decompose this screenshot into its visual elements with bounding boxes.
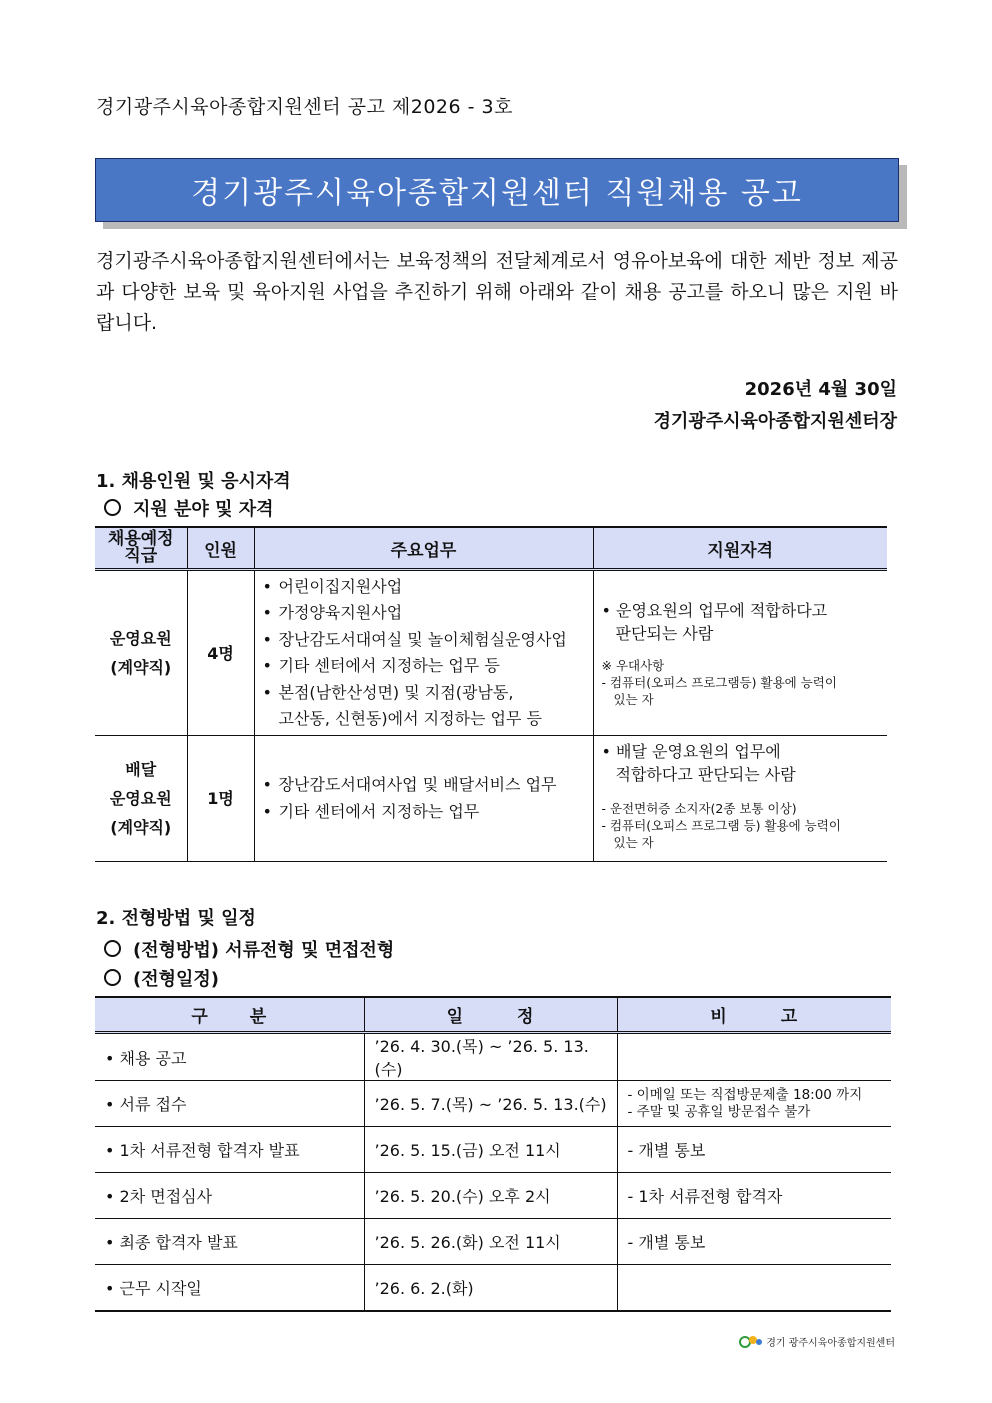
table-row xyxy=(95,1081,891,1127)
recruitment-table-header xyxy=(95,527,887,570)
table-row xyxy=(95,1219,891,1265)
section1-subheading-text: 지원 분야 및 자격 xyxy=(133,499,274,520)
circle-bullet-icon xyxy=(104,940,121,957)
position-cell xyxy=(95,736,187,862)
header-position-line1: 채용예정 xyxy=(107,529,174,549)
header-position-line2: 직급 xyxy=(124,546,158,566)
category-cell: • 2차 면접심사 xyxy=(95,1173,364,1219)
schedule-table xyxy=(95,996,891,1312)
header-duties: 주요업무 xyxy=(254,527,593,570)
header-category-text: 구 분 xyxy=(191,1007,268,1027)
duty-text: 고산동, 신현동)에서 지정하는 업무 등 xyxy=(278,709,543,728)
footer-logo-text: 경기 광주시육아종합지원센터 xyxy=(766,1337,895,1349)
date-cell: ’26. 5. 7.(목) ~ ’26. 5. 13.(수) xyxy=(364,1081,617,1127)
note-cell: - 개별 통보 xyxy=(617,1127,891,1173)
table-row xyxy=(95,1173,891,1219)
duties-cell xyxy=(254,570,593,736)
schedule-label xyxy=(104,965,219,991)
list-item: • 기타 센터에서 지정하는 업무 xyxy=(262,801,480,821)
list-item: • 가정양육지원사업 xyxy=(262,603,403,622)
list-item: • 어린이집지원사업 xyxy=(262,576,403,596)
note-cell xyxy=(617,1081,891,1127)
table-row xyxy=(95,1033,891,1081)
preference-title: ※ 우대사항 xyxy=(601,657,665,673)
duty-text: 가정양육지원사업 xyxy=(278,603,403,622)
preference-text: - 컴퓨터(오피스 프로그램 등) 활용에 능력이 xyxy=(601,818,841,833)
recruitment-table xyxy=(95,526,887,862)
selection-method-text: (전형방법) 서류전형 및 면접전형 xyxy=(133,940,395,961)
issuer-name: 경기광주시육아종합지원센터장 xyxy=(653,411,897,432)
note-cell xyxy=(617,1265,891,1312)
count-cell: 1명 xyxy=(187,736,254,862)
table-row xyxy=(95,570,887,736)
list-item: • 장난감도서대여실 및 놀이체험실운영사업 xyxy=(262,629,567,649)
header-note xyxy=(617,997,891,1033)
page-title-text: 경기광주시육아종합지원센터 직원채용 공고 xyxy=(191,176,803,211)
announcement-date: 2026년 4월 30일 xyxy=(744,379,897,400)
header-count: 인원 xyxy=(187,527,254,570)
position-cell xyxy=(95,570,187,736)
list-item: • 본점(남한산성면) 및 지점(광남동, xyxy=(262,682,514,702)
duty-text: 어린이집지원사업 xyxy=(278,576,403,596)
qualification-text: 적합하다고 판단되는 사람 xyxy=(615,765,796,784)
category-cell: • 최종 합격자 발표 xyxy=(95,1219,364,1265)
header-category xyxy=(95,997,364,1033)
section1-heading: 1. 채용인원 및 응시자격 xyxy=(96,471,291,492)
note-cell: - 1차 서류전형 합격자 xyxy=(617,1173,891,1219)
list-item: • 기타 센터에서 지정하는 업무 등 xyxy=(262,656,500,675)
section1-subheading xyxy=(104,495,274,521)
notice-number: 경기광주시육아종합지원센터 공고 제2026 - 3호 xyxy=(96,96,513,118)
footer-logo xyxy=(739,1333,895,1349)
qualification-text: • 배달 운영요원의 업무에 xyxy=(601,742,781,761)
position-line: 배달 xyxy=(125,760,157,779)
table-row xyxy=(95,1127,891,1173)
position-line: (계약직) xyxy=(110,658,172,677)
schedule-label-text: (전형일정) xyxy=(133,969,220,990)
preference-text: - 운전면허증 소지자(2종 보통 이상) xyxy=(601,801,797,816)
date-cell: ’26. 4. 30.(목) ~ ’26. 5. 13.(수) xyxy=(364,1033,617,1081)
intro-paragraph: 경기광주시육아종합지원센터에서는 보육정책의 전달체계로서 영유아보육에 대한 제반 정보 제공과 다양한 보육 및 육아지원 사업을 추진하기 위해 아래와 같이 채용 공고를 하오니 많은 지원 바랍니다. xyxy=(96,250,898,334)
position-line: 운영요원 xyxy=(109,789,172,808)
date-cell: ’26. 5. 20.(수) 오후 2시 xyxy=(364,1173,617,1219)
center-logo-icon xyxy=(739,1333,763,1349)
count-cell: 4명 xyxy=(187,570,254,736)
category-cell: • 서류 접수 xyxy=(95,1081,364,1127)
category-cell: • 채용 공고 xyxy=(95,1033,364,1081)
category-cell: • 근무 시작일 xyxy=(95,1265,364,1312)
duties-cell xyxy=(254,736,593,862)
position-line: (계약직) xyxy=(110,818,172,837)
preference-text: - 컴퓨터(오피스 프로그램등) 활용에 능력이 xyxy=(601,674,837,690)
preference-text: 있는 자 xyxy=(613,835,654,850)
table-row xyxy=(95,736,887,862)
section2-heading: 2. 전형방법 및 일정 xyxy=(96,908,256,929)
qualification-text: • 운영요원의 업무에 적합하다고 xyxy=(601,600,828,620)
note-text: - 이메일 또는 직접방문제출 18:00 까지 xyxy=(627,1086,863,1103)
selection-method xyxy=(104,936,394,962)
qualification-text: 판단되는 사람 xyxy=(615,623,714,643)
duty-text: 기타 센터에서 지정하는 업무 xyxy=(278,801,480,821)
qualification-cell xyxy=(593,736,887,862)
date-cell: ’26. 5. 26.(화) 오전 11시 xyxy=(364,1219,617,1265)
list-item xyxy=(263,706,593,733)
circle-bullet-icon xyxy=(104,969,121,986)
date-cell: ’26. 6. 2.(화) xyxy=(364,1265,617,1312)
header-position xyxy=(95,527,187,570)
category-cell: • 1차 서류전형 합격자 발표 xyxy=(95,1127,364,1173)
preference-text: 있는 자 xyxy=(613,691,654,707)
circle-bullet-icon xyxy=(104,499,121,516)
duty-text: 본점(남한산성면) 및 지점(광남동, xyxy=(278,682,514,702)
note-text: - 주말 및 공휴일 방문접수 불가 xyxy=(627,1103,811,1120)
list-item: • 장난감도서대여사업 및 배달서비스 업무 xyxy=(262,775,557,794)
note-cell xyxy=(617,1033,891,1081)
note-cell: - 개별 통보 xyxy=(617,1219,891,1265)
table-row xyxy=(95,1265,891,1312)
duty-text: 장난감도서대여실 및 놀이체험실운영사업 xyxy=(278,629,567,649)
header-date-text: 일 정 xyxy=(446,1007,535,1027)
qualification-cell xyxy=(593,570,887,736)
header-qualification: 지원자격 xyxy=(593,527,887,570)
duty-text: 장난감도서대여사업 및 배달서비스 업무 xyxy=(278,775,557,794)
date-cell: ’26. 5. 15.(금) 오전 11시 xyxy=(364,1127,617,1173)
header-date xyxy=(364,997,617,1033)
schedule-table-header xyxy=(95,997,891,1033)
page-title xyxy=(95,158,899,222)
duty-text: 기타 센터에서 지정하는 업무 등 xyxy=(278,656,500,675)
header-note-text: 비 고 xyxy=(710,1007,799,1027)
position-line: 운영요원 xyxy=(109,629,172,648)
